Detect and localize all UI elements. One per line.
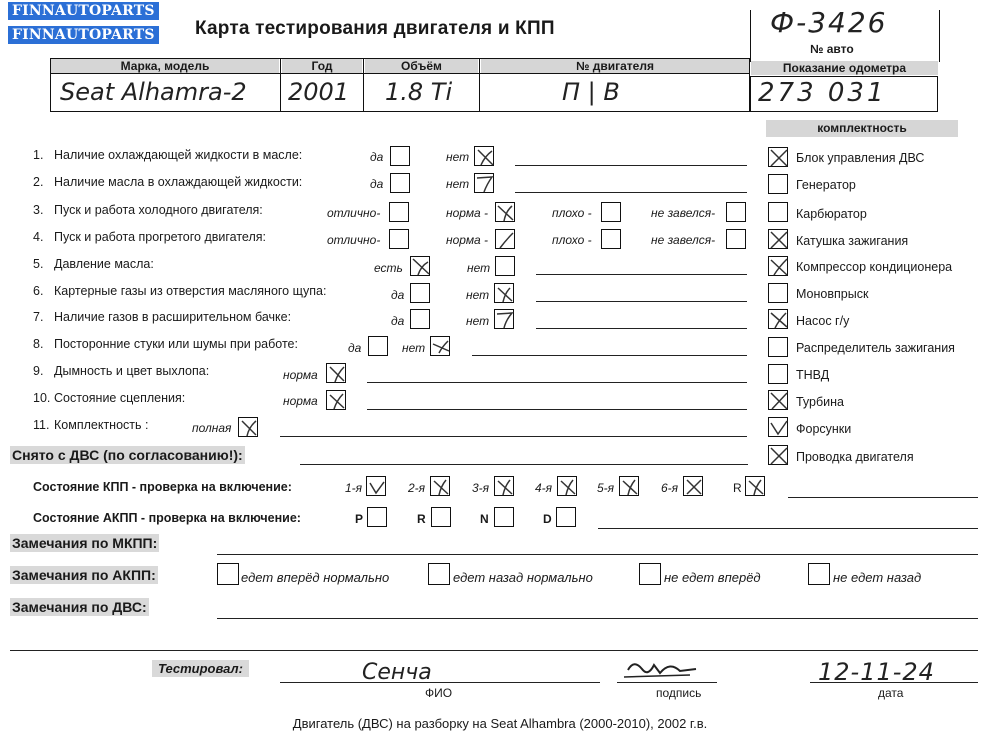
underline	[598, 528, 978, 529]
option-label: норма	[283, 368, 318, 382]
remarks-mkpp-label: Замечания по МКПП:	[12, 535, 158, 551]
option-label: полная	[192, 421, 232, 435]
gear-label: 1-я	[345, 481, 363, 495]
gear-label: R	[733, 481, 742, 495]
gear-checkbox-checked[interactable]	[494, 476, 514, 496]
akpp-option-checkbox[interactable]	[808, 563, 830, 585]
underline	[280, 436, 747, 437]
gear-checkbox-checked[interactable]	[619, 476, 639, 496]
underline	[536, 274, 747, 275]
checkbox-checked[interactable]	[474, 146, 494, 166]
col-header-volume: Объём	[365, 59, 478, 73]
col-header-engine-no: № двигателя	[481, 59, 749, 73]
checkbox[interactable]	[368, 336, 388, 356]
completeness-item-label: Турбина	[796, 395, 844, 409]
gear-checkbox-checked[interactable]	[557, 476, 577, 496]
akpp-option-checkbox[interactable]	[639, 563, 661, 585]
year-value: 2001	[288, 78, 350, 106]
completeness-checkbox-checked[interactable]	[768, 390, 788, 410]
gear-checkbox-checked[interactable]	[745, 476, 765, 496]
item-number: 2.	[33, 175, 44, 189]
checkbox[interactable]	[601, 229, 621, 249]
underline	[515, 192, 747, 193]
completeness-item-label: Компрессор кондиционера	[796, 260, 953, 274]
completeness-item-label: Катушка зажигания	[796, 234, 909, 248]
check-label: Картерные газы из отверстия масляного щупа:	[54, 284, 327, 298]
underline	[217, 554, 978, 555]
check-label: Пуск и работа холодного двигателя:	[54, 203, 263, 217]
option-label: норма	[283, 394, 318, 408]
gear-checkbox-checked[interactable]	[430, 476, 450, 496]
checkbox-checked[interactable]	[474, 173, 494, 193]
gear-label: 3-я	[472, 481, 490, 495]
gear-label: 5-я	[597, 481, 615, 495]
option-label: плохо -	[552, 206, 592, 220]
completeness-checkbox-checked[interactable]	[768, 147, 788, 167]
completeness-item-label: Распределитель зажигания	[796, 341, 955, 355]
item-number: 8.	[33, 337, 44, 351]
akpp-option-label: едет вперёд нормально	[241, 570, 390, 585]
checkbox[interactable]	[390, 146, 410, 166]
option-label: не завелся-	[651, 233, 716, 247]
akpp-checkbox[interactable]	[431, 507, 451, 527]
underline	[536, 328, 747, 329]
completeness-item-label: ТНВД	[796, 368, 830, 382]
completeness-item-label: Блок управления ДВС	[796, 151, 925, 165]
item-number: 11.	[33, 418, 50, 432]
option-label: нет	[446, 150, 470, 164]
underline	[10, 650, 978, 651]
completeness-item-label: Форсунки	[796, 422, 852, 436]
completeness-checkbox[interactable]	[768, 364, 788, 384]
form-title: Карта тестирования двигателя и КПП	[195, 18, 555, 39]
option-label: норма -	[446, 206, 489, 220]
akpp-checkbox[interactable]	[556, 507, 576, 527]
completeness-checkbox[interactable]	[768, 202, 788, 222]
completeness-checkbox[interactable]	[768, 174, 788, 194]
tester-name: Сенча	[362, 660, 432, 685]
underline	[472, 355, 747, 356]
checkbox-checked[interactable]	[238, 417, 258, 437]
check-label: Наличие охлаждающей жидкости в масле:	[54, 148, 303, 162]
gear-label: 4-я	[535, 481, 553, 495]
akpp-option-label: не едет вперёд	[664, 570, 761, 585]
item-number: 4.	[33, 230, 44, 244]
remarks-dvs-label: Замечания по ДВС:	[12, 599, 147, 615]
option-label: да	[370, 150, 384, 164]
volume-value: 1.8 Ti	[385, 78, 453, 106]
option-label: отлично-	[327, 233, 381, 247]
checkbox[interactable]	[389, 229, 409, 249]
kpp-label: Состояние КПП - проверка на включение:	[33, 480, 292, 494]
engine-no-value: П | B	[562, 78, 620, 106]
completeness-item-label: Карбюратор	[796, 207, 867, 221]
underline	[300, 464, 748, 465]
item-number: 1.	[33, 148, 44, 162]
col-header-year: Год	[282, 59, 362, 73]
check-label: Пуск и работа прогретого двигателя:	[54, 230, 266, 244]
checkbox[interactable]	[410, 309, 430, 329]
completeness-checkbox[interactable]	[768, 337, 788, 357]
checkbox-checked[interactable]	[495, 202, 515, 222]
date-label: дата	[878, 686, 904, 700]
col-header-model: Марка, модель	[51, 59, 279, 73]
checkbox-checked[interactable]	[410, 256, 430, 276]
akpp-position-label: D	[543, 512, 552, 526]
completeness-checkbox-checked[interactable]	[768, 256, 788, 276]
option-label: да	[391, 314, 405, 328]
akpp-position-label: N	[480, 512, 489, 526]
table-divider	[479, 58, 480, 112]
akpp-position-label: P	[355, 512, 364, 526]
watermark-logo: FINNAUTOPARTS	[8, 26, 159, 44]
option-label: нет	[467, 261, 491, 275]
completeness-checkbox[interactable]	[768, 283, 788, 303]
remarks-akpp-label: Замечания по АКПП:	[12, 567, 156, 583]
checkbox[interactable]	[410, 283, 430, 303]
item-number: 7.	[33, 310, 44, 324]
option-label: отлично-	[327, 206, 381, 220]
item-number: 10.	[33, 391, 51, 405]
gear-label: 2-я	[408, 481, 426, 495]
completeness-checkbox-checked[interactable]	[768, 417, 788, 437]
item-number: 9.	[33, 364, 44, 378]
fio-label: ФИО	[425, 686, 453, 700]
checkbox[interactable]	[601, 202, 621, 222]
akpp-option-label: не едет назад	[833, 570, 922, 585]
option-label: норма -	[446, 233, 489, 247]
completeness-checkbox-checked[interactable]	[768, 445, 788, 465]
item-number: 6.	[33, 284, 44, 298]
option-label: да	[391, 288, 405, 302]
checkbox-checked[interactable]	[494, 309, 514, 329]
akpp-label: Состояние АКПП - проверка на включение:	[33, 511, 301, 525]
table-divider	[280, 58, 281, 112]
underline	[367, 382, 747, 383]
option-label: да	[348, 341, 362, 355]
auto-no-label: № авто	[810, 42, 854, 56]
model-value: Seat Alhamra-2	[60, 78, 247, 106]
odometer-label: Показание одометра	[751, 61, 938, 75]
removed-label: Снято с ДВС (по согласованию!):	[12, 447, 243, 463]
akpp-option-label: едет назад нормально	[453, 570, 593, 585]
checkbox[interactable]	[495, 256, 515, 276]
table-divider	[363, 58, 364, 112]
checkbox-checked[interactable]	[326, 363, 346, 383]
check-label: Наличие газов в расширительном бачке:	[54, 310, 292, 324]
check-label: Посторонние стуки или шумы при работе:	[54, 337, 298, 351]
underline	[536, 301, 747, 302]
underline	[367, 409, 747, 410]
item-number: 5.	[33, 257, 44, 271]
signature-label: подпись	[656, 686, 702, 700]
option-label: не завелся-	[651, 206, 716, 220]
checkbox[interactable]	[726, 202, 746, 222]
item-number: 3.	[33, 203, 44, 217]
akpp-position-label: R	[417, 512, 426, 526]
completeness-item-label: Проводка двигателя	[796, 450, 914, 464]
check-label: Наличие масла в охлаждающей жидкости:	[54, 175, 303, 189]
gear-label: 6-я	[661, 481, 679, 495]
akpp-option-checkbox[interactable]	[428, 563, 450, 585]
completeness-checkbox-checked[interactable]	[768, 309, 788, 329]
option-label: есть	[374, 261, 403, 275]
form-number: Ф-3426	[770, 6, 888, 39]
akpp-option-checkbox[interactable]	[217, 563, 239, 585]
gear-checkbox-checked[interactable]	[366, 476, 386, 496]
underline	[280, 682, 600, 683]
underline	[617, 682, 717, 683]
date-value: 12-11-24	[818, 658, 935, 686]
completeness-item-label: Насос г/у	[796, 314, 850, 328]
underline	[217, 618, 978, 619]
completeness-checkbox-checked[interactable]	[768, 229, 788, 249]
photo-caption: Двигатель (ДВС) на разборку на Seat Alhambra (2000-2010), 2002 г.в.	[292, 716, 708, 731]
odometer-value: 273 031	[758, 78, 887, 108]
check-label: Давление масла:	[54, 257, 154, 271]
check-label: Состояние сцепления:	[54, 391, 186, 405]
completeness-title: комплектность	[766, 120, 958, 137]
completeness-item-label: Моновпрыск	[796, 287, 869, 301]
tested-label: Тестировал:	[152, 660, 249, 677]
checkbox-checked[interactable]	[430, 336, 450, 356]
checkbox[interactable]	[390, 173, 410, 193]
option-label: нет	[446, 177, 470, 191]
option-label: нет	[466, 288, 490, 302]
akpp-checkbox[interactable]	[367, 507, 387, 527]
table-divider	[50, 73, 750, 74]
checkbox-checked[interactable]	[326, 390, 346, 410]
underline	[515, 165, 747, 166]
check-label: Дымность и цвет выхлопа:	[54, 364, 210, 378]
underline	[788, 497, 978, 498]
signature	[620, 655, 700, 685]
check-label: Комплектность :	[54, 418, 149, 432]
checkbox-checked[interactable]	[495, 229, 515, 249]
watermark-logo: FINNAUTOPARTS	[8, 2, 159, 20]
option-label: плохо -	[552, 233, 592, 247]
checkbox-checked[interactable]	[494, 283, 514, 303]
checkbox[interactable]	[726, 229, 746, 249]
underline	[810, 682, 978, 683]
option-label: нет	[466, 314, 490, 328]
akpp-checkbox[interactable]	[494, 507, 514, 527]
option-label: нет	[402, 341, 426, 355]
completeness-item-label: Генератор	[796, 178, 856, 192]
option-label: да	[370, 177, 384, 191]
checkbox[interactable]	[389, 202, 409, 222]
gear-checkbox-checked[interactable]	[683, 476, 703, 496]
